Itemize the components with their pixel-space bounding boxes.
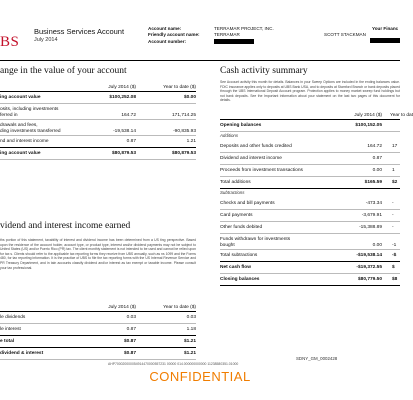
- income-row: le interest 0.87 1.18: [0, 324, 196, 336]
- addition-row: Deposits and other funds credited 164.72 17: [220, 141, 400, 153]
- advisor-name: SCOTT STACKMAN: [324, 32, 366, 38]
- change-value-title: ange in the value of your account: [0, 66, 127, 76]
- income-row: e total $0.87 $1.21: [0, 336, 196, 348]
- friendly-name: TERRAMAR: [214, 32, 240, 38]
- change-value-row: nd and interest income 0.87 1.21: [0, 136, 196, 148]
- subtraction-row: Card payments -3,679.91 -: [220, 210, 400, 222]
- income-paragraph: ths portion of this statement, taxability of interest and dividend income has been determined from a US ting perspective. Based upon the residence of the account holder, account type, or product type, interest and/or dividend payments may not be subject to United States (US) and/or Puerto Rico (PR) tax. The client monthly statement is not intended to be used and cannot be relied upon for tax s. Clients should refer to the applicable tax reporting forms they receive from UBS annually, such as ns 1099 and the Forms 480, for tax reporting information. It is the practice of UBS to file the tax reporting forms with the US Internal Revenue Service and PR Treasury Department, and in tain accounts classify dividend and/or interest as tax exempt or taxable income. Please consult your tax professional.: [0, 238, 196, 270]
- closing-balances-row: Closing balances $80,779.50 $8: [220, 274, 400, 286]
- change-value-row: osits, including investments ferred in 164.72 171,714.25: [0, 104, 196, 120]
- change-value-table: [0, 82, 196, 160]
- statement-date: July 2014: [34, 37, 58, 43]
- account-info: Account name: TERRAMAR PROJECT, INC. Friendly account name: TERRAMAR Account number:: [148, 26, 274, 44]
- addition-row: Dividend and interest income 0.87: [220, 153, 400, 165]
- income-title: vidend and interest income earned: [0, 221, 131, 231]
- addition-row: Proceeds from investment transactions 0.00 1: [220, 165, 400, 177]
- account-name: TERRAMAR PROJECT, INC.: [214, 26, 274, 31]
- advisor-label: Your Financ: [372, 26, 399, 31]
- income-table: [0, 302, 196, 360]
- change-value-row: ing account value $100,252.08 $0.00: [0, 92, 196, 104]
- subtraction-row: Other funds debited -15,388.89 -: [220, 222, 400, 234]
- cash-paragraph: See Account activity this month for details. Balances in your Sweep Options are included in the ending balances value. FDIC insurance applies only to deposits at UBS Bank USA, and to deposits at Stamford Branch or bank deposits placed through the UBS International Deposit Account program. Protection applies to money market sweep fund holdings but not bank deposits. See the Important information about your statement on the last two pages of this document for details.: [220, 80, 400, 103]
- page-title: Business Services Account: [34, 27, 125, 36]
- change-value-row: drawals and fees, ding investments transferred -19,538.14 -90,835.93: [0, 120, 196, 136]
- total-additions-row: Total additions $165.59 $2: [220, 177, 400, 189]
- table-header: July 2014 ($) Year to date ($): [0, 302, 196, 312]
- additions-label: Additions: [220, 133, 239, 138]
- confidential-stamp: CONFIDENTIAL: [149, 369, 251, 384]
- opening-balances-row: Opening balances $100,152.05: [220, 120, 400, 132]
- subtractions-label: Subtractions: [220, 190, 245, 195]
- table-header: July 2014 ($) Year to date ($): [0, 82, 196, 92]
- income-row: le dividends 0.03 0.03: [0, 312, 196, 324]
- redacted-advisor-phone: [370, 38, 400, 43]
- net-cash-flow-row: Net cash flow -$19,372.55 $: [220, 262, 400, 274]
- cash-activity-title: Cash activity summary: [220, 66, 308, 76]
- redacted-account-number: [214, 39, 254, 44]
- change-value-row: ing account value $80,879.53 $80,879.53: [0, 148, 196, 160]
- ubs-logo: BS: [0, 34, 20, 50]
- subtraction-row: Checks and bill payments -473.34 -: [220, 198, 400, 210]
- income-row: dividend & interest $0.87 $1.21: [0, 348, 196, 360]
- cash-table: [220, 110, 413, 286]
- subtraction-row: Funds withdrawn for investments bought 0.00 -1: [220, 234, 400, 250]
- header-divider: [0, 60, 400, 61]
- table-header: July 2014 ($) Year to dat: [220, 110, 400, 120]
- bates-number: SDNY_GM_0002428: [296, 356, 338, 361]
- total-subtractions-row: Total subtractions -$19,538.14 -$: [220, 250, 400, 262]
- barcode-text: AHP700020000054914470000557231 00000 014.000000000000 11238580351.01000: [108, 362, 239, 366]
